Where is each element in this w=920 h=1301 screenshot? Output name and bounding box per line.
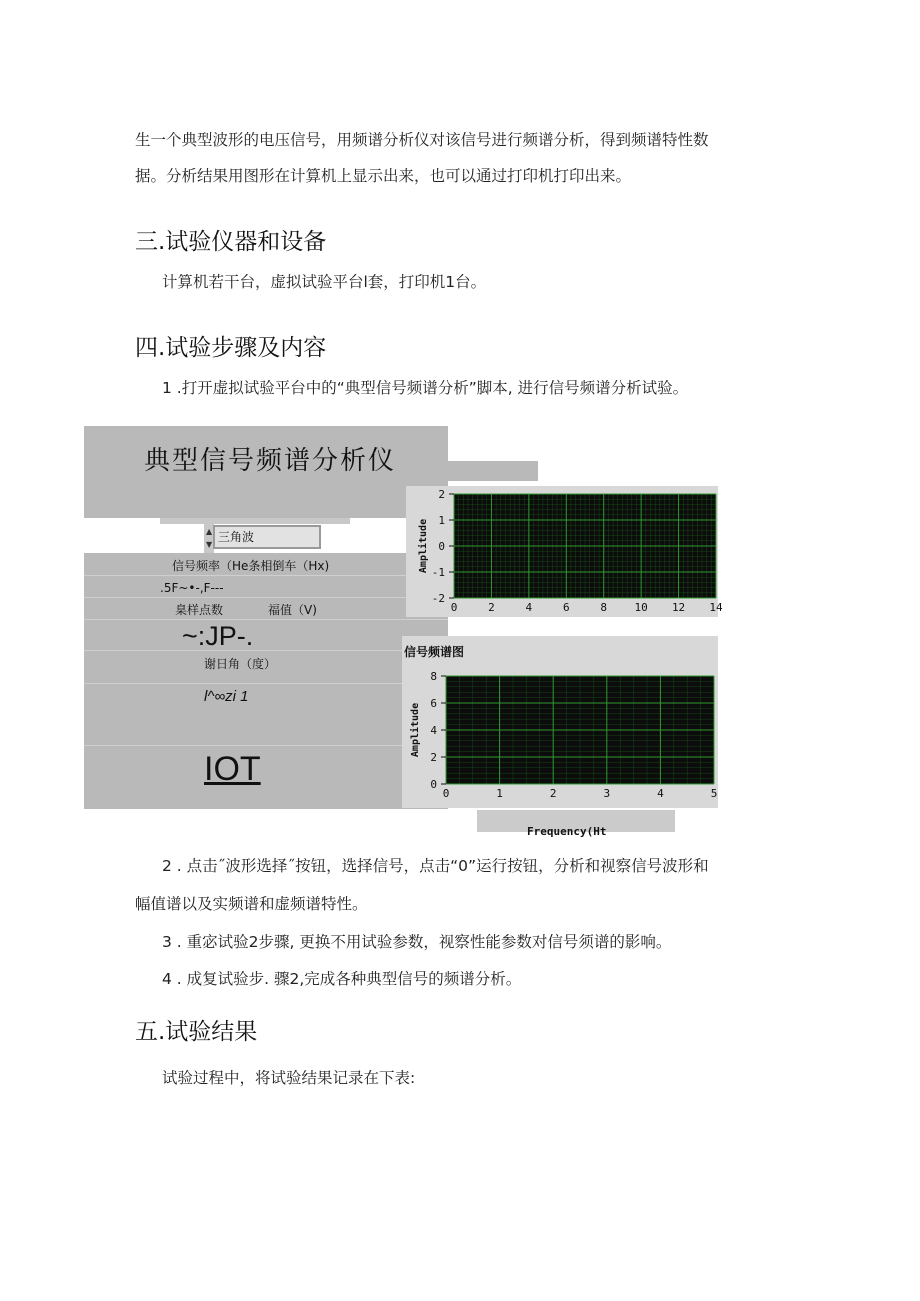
spectrum-graph-panel: [402, 636, 718, 808]
waveform-select[interactable]: [213, 525, 321, 549]
spinner-up-icon: ▲: [206, 527, 213, 536]
divider: [84, 619, 448, 620]
y-tick-label: 2: [430, 751, 437, 764]
spinner-down-icon: ▼: [206, 540, 213, 549]
y-tick-label: 1: [438, 514, 445, 527]
x-tick-label: 2: [549, 787, 557, 800]
y-tick-label: 0: [438, 540, 445, 553]
step-2-line-2: 幅值谱以及实频谱和虚频谱特性。: [135, 895, 368, 913]
x-tick-label: 6: [562, 601, 570, 614]
y-tick-label: 8: [430, 670, 437, 683]
spectrum-chart: [402, 636, 718, 808]
panel-title-bar: [84, 426, 448, 518]
panel-title-extension: [448, 461, 538, 481]
divider: [84, 650, 448, 651]
divider: [84, 745, 448, 746]
step-1-text: 1 .打开虚拟试验平台中的“典型信号频谱分析”脚本, 进行信号频谱分析试验。: [162, 379, 689, 397]
x-tick-label: 4: [525, 601, 533, 614]
y-tick-label: 0: [430, 778, 437, 791]
step-3-text: 3 . 重宓试验2步骤, 更换不用试验参数，视察性能参数对信号须谱的影响。: [162, 933, 672, 951]
x-tick-label: 1: [496, 787, 503, 800]
y-axis-label: Amplitude: [418, 518, 429, 574]
sample-points-label: 臬样点数: [175, 603, 224, 617]
frequency-label: 信号频率（He条相倒车（Hx): [172, 559, 330, 573]
divider: [84, 575, 448, 576]
divider: [84, 597, 448, 598]
y-axis-label: Amplitude: [410, 702, 421, 758]
frequency-values[interactable]: .5F~•-,F---: [160, 581, 224, 595]
x-tick-label: 4: [657, 787, 664, 800]
phase-value[interactable]: l^∞zi 1: [204, 688, 249, 705]
section-5-text: 试验过程中，将试验结果记录在下表:: [162, 1069, 416, 1087]
spectrum-title: 信号频谱图: [404, 645, 465, 659]
x-tick-label: 12: [671, 601, 686, 614]
intro-line-1: 生一个典型波形的电压信号，用频谱分析仪对该信号进行频谱分析，得到频谱特性数: [135, 131, 709, 149]
x-tick-label: 8: [600, 601, 608, 614]
step-2-line-1: 2 . 点击˝波形选择˝按钮，选择信号，点击“0”运行按钮，分析和视察信号波形和: [162, 857, 709, 875]
amplitude-label: 福值（V): [268, 603, 317, 617]
frequency-axis-label: Frequency(Ht: [527, 825, 607, 838]
y-tick-label: 6: [430, 697, 437, 710]
waveform-graph-panel: [406, 486, 723, 617]
x-tick-label: 14: [709, 601, 723, 614]
panel-strip: [160, 518, 350, 524]
panel-title: 典型信号频谱分析仪: [144, 446, 397, 476]
waveform-value: 三角波: [218, 530, 255, 544]
y-tick-label: -2: [431, 592, 445, 605]
step-4-text: 4 . 成复试验步. 骤2,完成各种典型信号的频谱分析。: [162, 970, 522, 988]
waveform-chart: [406, 486, 723, 617]
bottom-value[interactable]: IOT: [204, 750, 261, 788]
x-tick-label: 3: [603, 787, 611, 800]
section-4-heading: 四.试验步骤及内容: [135, 335, 327, 361]
x-tick-label: 2: [488, 601, 495, 614]
x-tick-label: 5: [710, 787, 718, 800]
y-tick-label: 4: [430, 724, 437, 737]
x-tick-label: 0: [442, 787, 450, 800]
phase-label: 谢日角（度）: [204, 657, 277, 671]
intro-line-2: 据。分析结果用图形在计算机上显示出来，也可以通过打印机打印出来。: [135, 167, 632, 185]
y-tick-label: -1: [431, 566, 445, 579]
section-3-heading: 三.试验仪器和设备: [135, 229, 327, 255]
x-tick-label: 0: [450, 601, 458, 614]
frequency-axis-strip: [477, 810, 675, 838]
section-5-heading: 五.试验结果: [135, 1019, 258, 1045]
divider: [84, 683, 448, 684]
y-tick-label: 2: [438, 488, 445, 501]
sample-amplitude-values[interactable]: ~:JP-.: [182, 621, 254, 651]
x-tick-label: 10: [634, 601, 648, 614]
section-3-text: 计算机若干台，虚拟试验平台l套，打印机1台。: [162, 273, 487, 291]
